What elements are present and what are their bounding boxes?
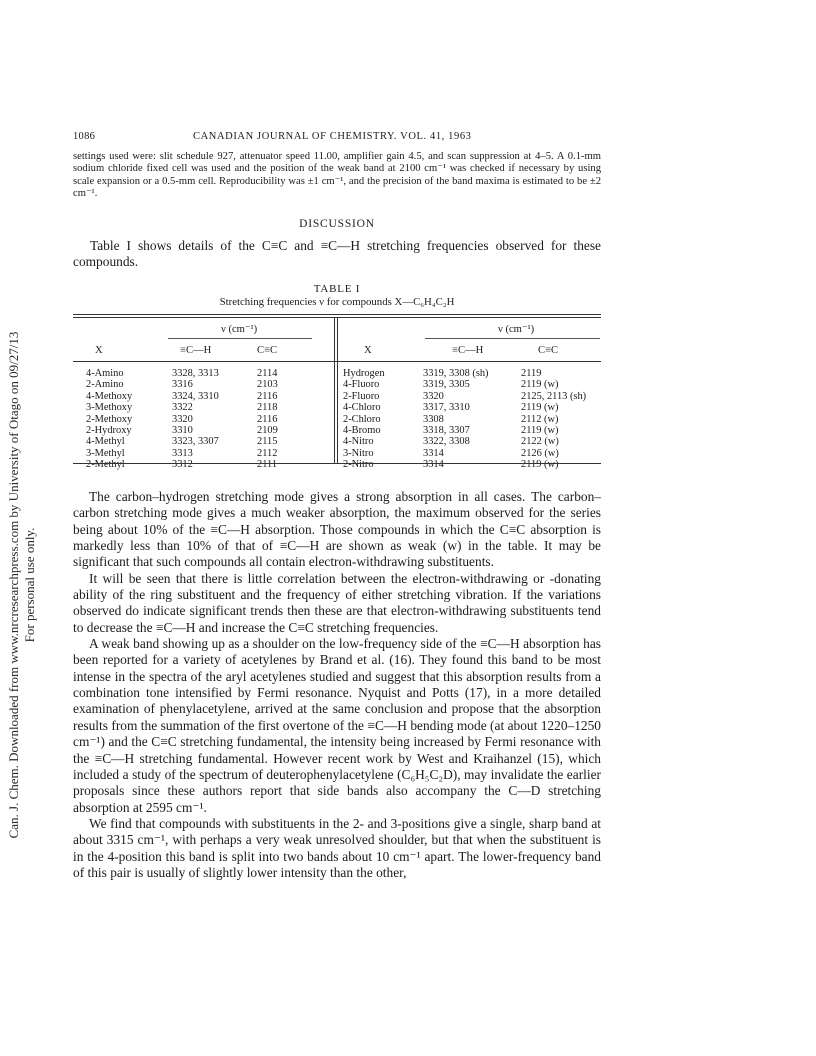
left-table-cell-cc: 2115: [257, 436, 278, 448]
left-nu-rule: [168, 338, 312, 339]
right-table-cell-cc: 2122 (w): [521, 436, 559, 448]
left-col-x: X: [95, 345, 103, 356]
paragraph: We find that compounds with substituents in the 2- and 3-positions give a single, sharp band at about 3315 cm⁻¹, with perhaps a very weak unresolved shoulder, but that when the substituent is in the 4-position this band is split into two bands about 10 cm⁻¹ apart. The lower-frequency band of this pair is usually of slightly lower intensity than the other,: [73, 815, 601, 880]
right-table-cell-cc: 2112 (w): [521, 413, 559, 425]
right-table-cell-x: 2-Nitro: [343, 459, 374, 471]
left-table-cell-cc: 2116: [257, 390, 278, 402]
left-table-cell-cc: 2103: [257, 379, 278, 391]
left-table-cell-ch: 3320: [172, 413, 193, 425]
right-table-cell-x: 4-Chloro: [343, 402, 381, 414]
left-cc-column: [257, 368, 278, 471]
page-number: 1086: [73, 131, 96, 142]
table-bottom-rule: [73, 463, 601, 464]
left-nu-header: ν (cm⁻¹): [221, 324, 258, 335]
right-x-column: [343, 368, 385, 471]
left-table-cell-ch: 3310: [172, 425, 193, 437]
left-table-cell-ch: 3324, 3310: [172, 390, 219, 402]
left-table-cell-x: 2-Methoxy: [86, 413, 133, 425]
left-table-cell-cc: 2109: [257, 425, 278, 437]
right-table-cell-ch: 3319, 3305: [423, 379, 470, 391]
right-table-cell-x: 4-Bromo: [343, 425, 381, 437]
paragraph: It will be seen that there is little correlation between the electron-withdrawing or -donating ability of the ring substituent and the frequency of either stretching vibration. If the variations observed do indicate significant trends then these are that electron-withdrawing substituents tend to decrease the ≡C—H and increase the C≡C stretching frequencies.: [73, 570, 601, 635]
intro-text: Table I shows details of the C≡C and ≡C—H stretching frequencies observed for these compounds.: [73, 238, 601, 270]
left-table-cell-x: 4-Amino: [86, 368, 124, 379]
left-x-column: [86, 368, 132, 471]
discussion-body: [73, 489, 601, 881]
right-table-cell-cc: 2126 (w): [521, 447, 559, 459]
right-col-x: X: [364, 345, 372, 356]
paragraph: The carbon–hydrogen stretching mode gives a strong absorption in all cases. The carbon–carbon stretching mode gives a much weaker absorption, the maximum observed for the series being about 10% of the ≡C—H absorption. Those compounds in which the C≡C absorption is markedly less than 10% of that of ≡C—H are shown as weak (w) in the table. It may be significant that such compounds all contain electron-withdrawing substituents.: [73, 489, 601, 570]
left-table-cell-ch: 3323, 3307: [172, 436, 219, 448]
right-table-cell-cc: 2125, 2113 (sh): [521, 390, 587, 402]
table-caption: Stretching frequencies ν for compounds X—C₆H₄C₂H: [219, 296, 455, 308]
right-table-cell-ch: 3317, 3310: [423, 402, 470, 414]
journal-running-title: CANADIAN JOURNAL OF CHEMISTRY. VOL. 41, 1963: [193, 131, 472, 142]
left-table-cell-ch: 3328, 3313: [172, 368, 219, 379]
table-top-rule: [73, 314, 601, 315]
right-table-cell-cc: 2119 (w): [521, 402, 559, 414]
right-nu-header: ν (cm⁻¹): [498, 324, 535, 335]
left-table-cell-cc: 2116: [257, 413, 278, 425]
table-header-rule: [73, 361, 601, 362]
right-table-cell-cc: 2119: [521, 368, 542, 379]
right-table-cell-ch: 3318, 3307: [423, 425, 470, 437]
left-table-cell-ch: 3316: [172, 379, 193, 391]
right-ch-column: [423, 368, 489, 471]
right-table-cell-x: 4-Nitro: [343, 436, 374, 448]
right-cc-column: [521, 368, 586, 471]
right-table-cell-cc: 2119 (w): [521, 459, 559, 471]
left-table-cell-x: 4-Methoxy: [86, 390, 133, 402]
download-notice: [2, 265, 42, 905]
right-table-cell-ch: 3322, 3308: [423, 436, 470, 448]
right-table-cell-x: 2-Fluoro: [343, 390, 380, 402]
right-table-cell-cc: 2119 (w): [521, 425, 559, 437]
left-col-cc: C≡C: [257, 345, 278, 356]
personal-use-line: For personal use only.: [22, 527, 37, 643]
right-table-cell-x: 3-Nitro: [343, 447, 374, 459]
right-table-cell-x: Hydrogen: [343, 368, 385, 379]
left-table-cell-ch: 3313: [172, 447, 193, 459]
left-table-cell-cc: 2112: [257, 447, 278, 459]
right-table-cell-ch: 3308: [423, 413, 444, 425]
right-col-ch: ≡C—H: [452, 345, 484, 356]
left-table-cell-x: 2-Methyl: [86, 459, 125, 471]
download-notice-line: Can. J. Chem. Downloaded from www.nrcresearchpress.com by University of Otago on 09/27/13: [6, 331, 21, 839]
left-table-cell-x: 3-Methyl: [86, 447, 125, 459]
left-table-cell-cc: 2114: [257, 368, 278, 379]
right-table-cell-ch: 3319, 3308 (sh): [423, 368, 489, 379]
right-nu-rule: [425, 338, 600, 339]
right-table-cell-cc: 2119 (w): [521, 379, 559, 391]
right-table-cell-ch: 3314: [423, 447, 444, 459]
left-table-cell-ch: 3322: [172, 402, 193, 414]
left-table-cell-x: 2-Hydroxy: [86, 425, 132, 437]
experimental-text: settings used were: slit schedule 927, attenuator speed 11.00, amplifier gain 4.5, and scan suppression at 4–5. A 0.1-mm sodium chloride fixed cell was used and the position of the weak band at 2100 cm⁻¹ was checked if necessary by using scale expansion or a 0.5-mm cell. Reproducibility was ±1 cm⁻¹, and the precision of the band maxima is estimated to be ±2 cm⁻¹.: [73, 151, 601, 200]
left-col-ch: ≡C—H: [180, 345, 212, 356]
experimental-paragraph: [73, 151, 601, 201]
right-col-cc: C≡C: [538, 345, 559, 356]
table-divider: [334, 317, 335, 463]
left-table-cell-cc: 2118: [257, 402, 278, 414]
table-number: TABLE I: [313, 283, 361, 295]
right-table-cell-ch: 3314: [423, 459, 444, 471]
section-heading: DISCUSSION: [299, 218, 375, 230]
right-table-cell-x: 4-Fluoro: [343, 379, 380, 391]
table-divider-inner: [337, 317, 338, 463]
right-table-cell-ch: 3320: [423, 390, 444, 402]
paragraph: A weak band showing up as a shoulder on the low-frequency side of the ≡C—H absorption has been reported for a variety of acetylenes by Brand et al. (16). They found this band to be most intense in the spectra of the aryl acetylenes studied and suggest that this absorption results from a combination tone intensified by Fermi resonance. Nyquist and Potts (17), in a more detailed examination of phenylacetylene, arrived at the same conclusion and propose that the absorption results from the summation of the first overtone of the ≡C—H bending mode (at about 1220–1250 cm⁻¹) and the C≡C stretching fundamental, the intensity being increased by Fermi resonance with the ≡C—H stretching fundamental. However recent work by West and Kraihanzel (15), which included a study of the spectrum of deuterophenylacetylene (C₆H₅C₂D), may invalidate the earlier proposals since these authors report that side bands also accompany the C—D stretching absorption at 2595 cm⁻¹.: [73, 636, 601, 815]
left-table-cell-cc: 2111: [257, 459, 278, 471]
left-table-cell-x: 4-Methyl: [86, 436, 125, 448]
intro-paragraph: [73, 238, 601, 271]
left-table-cell-x: 3-Methoxy: [86, 402, 133, 414]
right-table-cell-x: 2-Chloro: [343, 413, 381, 425]
left-table-cell-x: 2-Amino: [86, 379, 124, 391]
left-ch-column: [172, 368, 219, 471]
left-table-cell-ch: 3312: [172, 459, 193, 471]
